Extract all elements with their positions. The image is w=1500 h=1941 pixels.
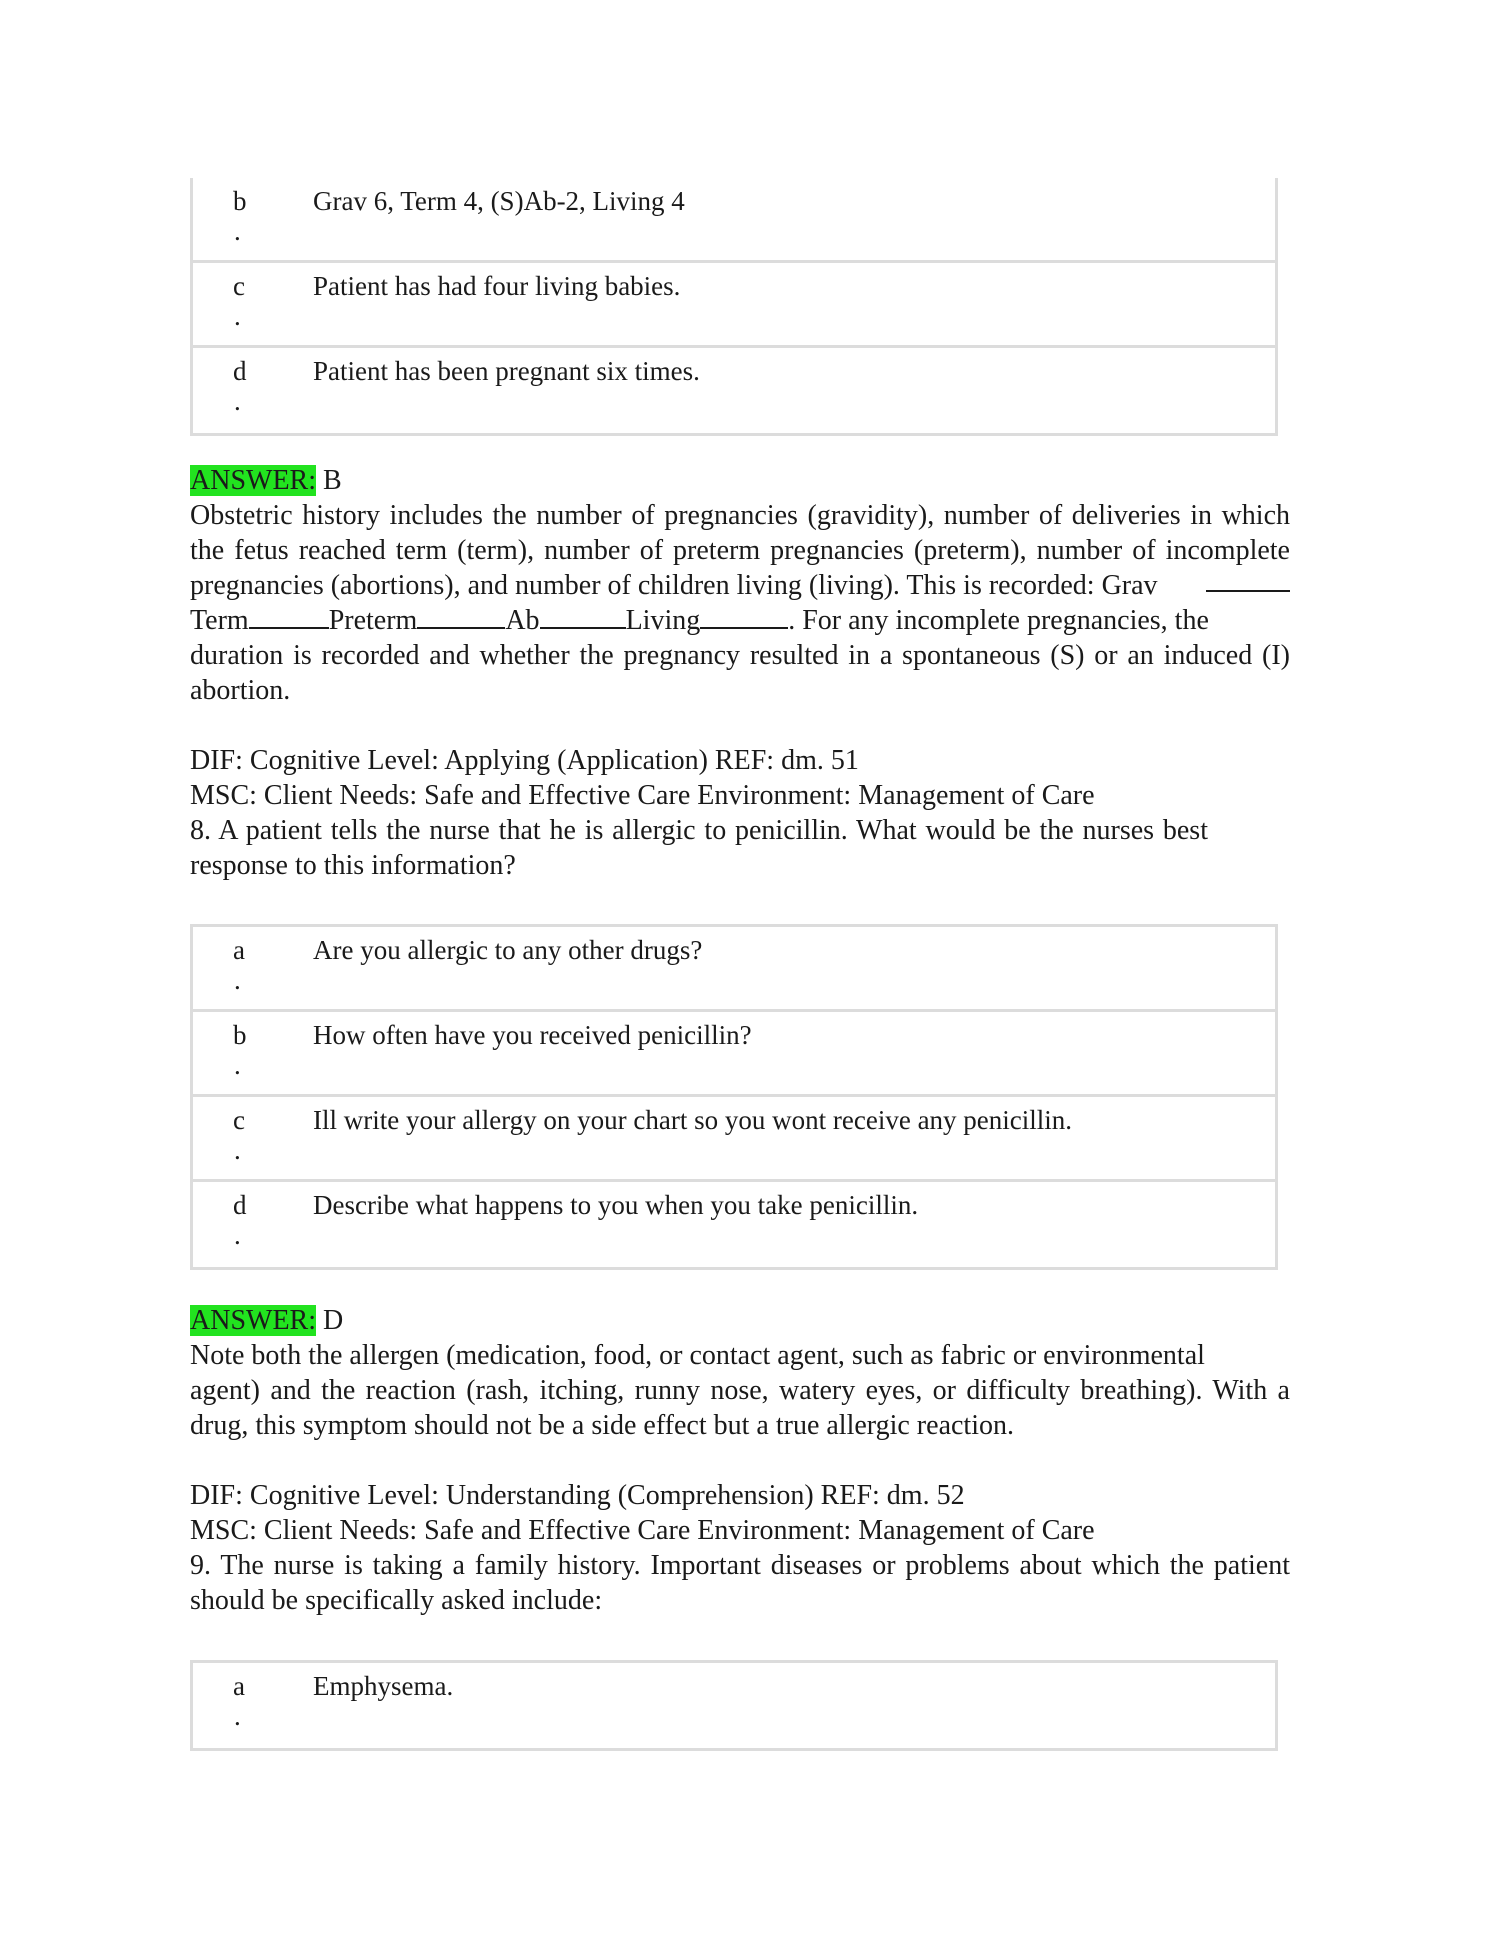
option-dot: . [234, 965, 241, 995]
question-stem-line: 9. The nurse is taking a family history. Important diseases or problems about which the patient [190, 1550, 1290, 1581]
option-letter: d [233, 1190, 247, 1220]
option-text: Describe what happens to you when you take penicillin. [313, 1190, 919, 1220]
q8-option-d [193, 1182, 1275, 1267]
question-stem-line: response to this information? [190, 850, 516, 881]
option-dot: . [234, 1701, 241, 1731]
rationale-line-text: pregnancies (abortions), and number of children living (living). This is recorded: Grav [190, 570, 1158, 601]
q7-option-c [193, 263, 1275, 348]
q8-stem [190, 813, 1290, 883]
question-stem-line: should be specifically asked include: [190, 1585, 603, 1616]
option-letter: a [233, 1671, 245, 1701]
rationale-term: Term [190, 605, 249, 636]
blank-living [700, 605, 788, 629]
blank-term [249, 605, 329, 629]
dif-line: DIF: Cognitive Level: Applying (Application) REF: dm. 51 [190, 745, 859, 776]
answer-label: ANSWER: [190, 1305, 316, 1336]
blank-ab [540, 605, 626, 629]
option-text: Patient has been pregnant six times. [313, 356, 700, 386]
rationale-line: abortion. [190, 675, 291, 706]
option-text: Patient has had four living babies. [313, 271, 681, 301]
option-letter: b [233, 1020, 247, 1050]
q9-options-table [190, 1660, 1278, 1751]
rationale-rest: . For any incomplete pregnancies, the [788, 605, 1209, 636]
option-dot: . [234, 216, 241, 246]
option-dot: . [234, 386, 241, 416]
q8-rationale [190, 1338, 1290, 1443]
q9-stem [190, 1548, 1290, 1618]
rationale-ab: Ab [505, 605, 540, 636]
option-letter: b [233, 186, 247, 216]
q8-options-table [190, 924, 1278, 1270]
q7-option-d [193, 348, 1275, 433]
question-stem-line: 8. A patient tells the nurse that he is allergic to penicillin. What would be the nurses best [190, 815, 1208, 846]
option-dot: . [234, 1050, 241, 1080]
q8-meta [190, 1478, 1290, 1548]
q7-option-b [193, 178, 1275, 263]
rationale-living: Living [625, 605, 701, 636]
q7-meta [190, 743, 1290, 813]
rationale-line: Obstetric history includes the number of pregnancies (gravidity), number of deliveries in which [190, 500, 1290, 531]
option-text: How often have you received penicillin? [313, 1020, 752, 1050]
rationale-line: duration is recorded and whether the pregnancy resulted in a spontaneous (S) or an induced (I) [190, 640, 1290, 671]
option-text: Emphysema. [313, 1671, 454, 1701]
option-letter: c [233, 271, 245, 301]
rationale-line: drug, this symptom should not be a side effect but a true allergic reaction. [190, 1410, 1014, 1441]
q7-answer [190, 463, 342, 498]
q8-option-b [193, 1012, 1275, 1097]
option-dot: . [234, 301, 241, 331]
option-text: Are you allergic to any other drugs? [313, 935, 703, 965]
rationale-line [190, 603, 1290, 638]
q8-answer [190, 1303, 343, 1338]
rationale-line: Note both the allergen (medication, food, or contact agent, such as fabric or environmental [190, 1340, 1205, 1371]
msc-line: MSC: Client Needs: Safe and Effective Care Environment: Management of Care [190, 1515, 1095, 1546]
dif-line: DIF: Cognitive Level: Understanding (Comprehension) REF: dm. 52 [190, 1480, 965, 1511]
answer-value: D [316, 1305, 344, 1336]
option-text: Grav 6, Term 4, (S)Ab-2, Living 4 [313, 186, 685, 216]
option-text: Ill write your allergy on your chart so you wont receive any penicillin. [313, 1105, 1073, 1135]
blank-preterm [417, 605, 505, 629]
rationale-line: the fetus reached term (term), number of preterm pregnancies (preterm), number of incomplete [190, 535, 1290, 566]
q9-option-a [193, 1663, 1275, 1748]
option-letter: a [233, 935, 245, 965]
option-letter: c [233, 1105, 245, 1135]
option-dot: . [234, 1220, 241, 1250]
rationale-line: agent) and the reaction (rash, itching, runny nose, watery eyes, or difficulty breathing). With a [190, 1375, 1290, 1406]
answer-value: B [316, 465, 342, 496]
msc-line: MSC: Client Needs: Safe and Effective Care Environment: Management of Care [190, 780, 1095, 811]
rationale-preterm: Preterm [328, 605, 418, 636]
blank-grav [1206, 568, 1290, 592]
rationale-line [190, 568, 1290, 603]
q7-options-table [190, 178, 1278, 436]
option-letter: d [233, 356, 247, 386]
q8-option-a [193, 927, 1275, 1012]
q7-rationale [190, 498, 1290, 708]
answer-label: ANSWER: [190, 465, 316, 496]
q8-option-c [193, 1097, 1275, 1182]
option-dot: . [234, 1135, 241, 1165]
